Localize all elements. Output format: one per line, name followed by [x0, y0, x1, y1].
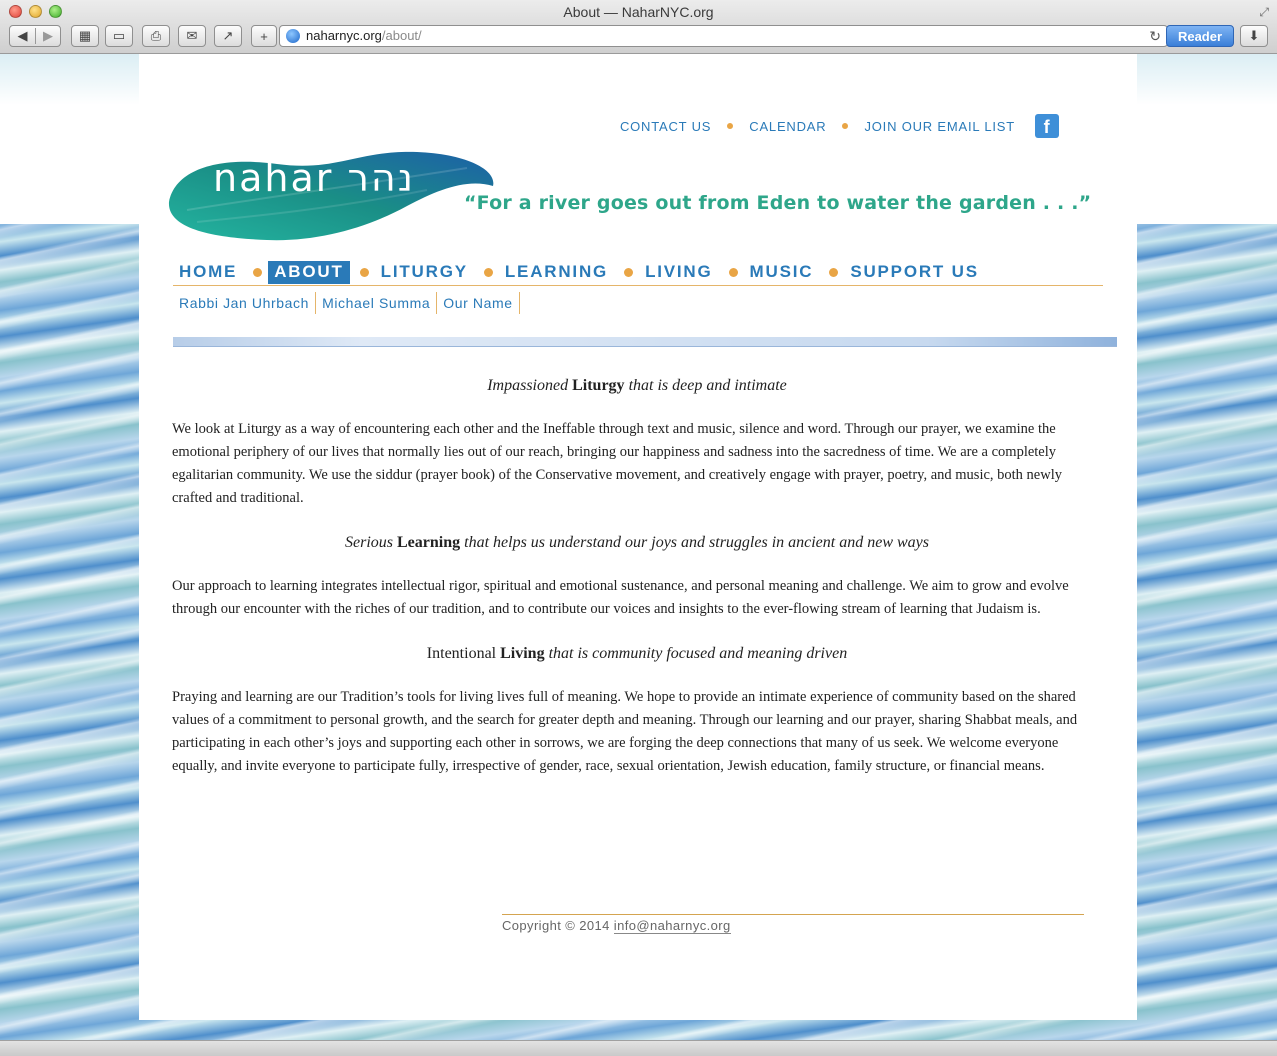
share-button[interactable]	[214, 25, 242, 47]
subnav-rabbi-jan-uhrbach[interactable]: Rabbi Jan Uhrbach	[173, 292, 316, 314]
downloads-button[interactable]	[1240, 25, 1268, 47]
browser-chrome	[0, 0, 1277, 54]
share-icon: ↗	[222, 28, 234, 43]
subnav-our-name[interactable]: Our Name	[437, 292, 519, 314]
top-sites-button[interactable]	[71, 25, 99, 47]
printer-icon: ⎙	[150, 28, 162, 43]
bookmarks-button[interactable]	[105, 25, 133, 47]
divider-bar	[173, 337, 1117, 347]
email-list-link[interactable]: JOIN OUR EMAIL LIST	[864, 118, 1015, 134]
nav-support-us[interactable]: SUPPORT US	[850, 262, 979, 281]
back-forward-buttons	[9, 25, 61, 47]
logo-text: nahar נהר	[213, 156, 415, 200]
envelope-icon: ✉	[186, 28, 198, 43]
reader-button[interactable]: Reader	[1166, 25, 1234, 47]
reload-icon[interactable]: ↻	[1149, 28, 1161, 44]
section-heading-liturgy: Impassioned Liturgy that is deep and intimate	[487, 377, 787, 394]
back-icon[interactable]: ◀	[17, 28, 28, 43]
forward-icon[interactable]: ▶	[35, 28, 60, 44]
address-path: /about/	[381, 28, 422, 43]
window-title: About — NaharNYC.org	[563, 4, 714, 20]
separator-dot	[729, 268, 738, 277]
address-domain: naharnyc.org	[306, 28, 382, 43]
tagline: “For a river goes out from Eden to water the garden . . .”	[464, 192, 1092, 214]
sub-nav	[173, 292, 520, 314]
print-button[interactable]	[142, 25, 170, 47]
page-container	[139, 54, 1137, 1020]
title-bar	[0, 0, 1277, 24]
nav-music[interactable]: MUSIC	[749, 262, 814, 281]
main-content	[172, 374, 1102, 799]
section-heading-living: Intentional Living that is community focused and meaning driven	[426, 645, 848, 662]
main-nav	[173, 260, 1103, 286]
nav-home[interactable]: HOME	[179, 262, 238, 281]
globe-icon	[286, 29, 300, 43]
add-bookmark-button[interactable]	[251, 25, 277, 47]
calendar-link[interactable]: CALENDAR	[749, 118, 827, 134]
paragraph-learning: Our approach to learning integrates intellectual rigor, spiritual and emotional sustenance, and personal meaning and challenge. We aim to grow and evolve through our encounter with the riches of our tradition, and to contribute our voices and insights to the ever-flowing stream of learning that Judaism is.	[172, 578, 1069, 617]
separator-dot	[360, 268, 369, 277]
nav-liturgy[interactable]: LITURGY	[380, 262, 468, 281]
separator-dot	[842, 123, 848, 129]
book-icon: ▭	[112, 28, 126, 43]
section-heading-learning: Serious Learning that helps us understand our joys and struggles in ancient and new ways	[345, 534, 929, 551]
paragraph-living: Praying and learning are our Tradition’s tools for living lives full of meaning. We hope to provide an intimate experience of community based on the shared values of a commitment to personal growth, and the search for greater depth and meaning. Through our learning and our prayer, sharing Shabbat meals, and participating in each other’s joys and supporting each other in sorrows, we are forging the deep connections that many of us seek. We welcome everyone equally, and invite everyone to participate fully, irrespective of gender, race, sexual orientation, Jewish education, family structure, or financial means.	[172, 689, 1078, 774]
paragraph-liturgy: We look at Liturgy as a way of encountering each other and the Ineffable through text and music, silence and word. Through our prayer, we examine the emotional periphery of our lives that normally lies out of our reach, bringing our happiness and sadness into the sacredness of time. We are a completely egalitarian community. We use the siddur (prayer book) of the Conservative movement, and creatively engage with prayer, poetry, and music, both newly crafted and traditional.	[172, 421, 1062, 506]
address-bar[interactable]	[279, 25, 1168, 47]
separator-dot	[484, 268, 493, 277]
copyright-text: Copyright © 2014	[502, 918, 614, 933]
download-icon: ⬇	[1248, 28, 1260, 43]
status-bar	[0, 1040, 1277, 1056]
top-links	[620, 114, 1059, 138]
nav-about[interactable]: ABOUT	[268, 261, 349, 284]
separator-dot	[253, 268, 262, 277]
contact-us-link[interactable]: CONTACT US	[619, 118, 712, 134]
separator-dot	[727, 123, 733, 129]
toolbar	[0, 24, 1277, 50]
grid-icon: ▦	[78, 28, 92, 43]
mail-button[interactable]	[178, 25, 206, 47]
subnav-michael-summa[interactable]: Michael Summa	[316, 292, 437, 314]
footer-email-link[interactable]: info@naharnyc.org	[613, 918, 731, 933]
nav-living[interactable]: LIVING	[645, 262, 713, 281]
plus-icon: +	[260, 28, 268, 44]
footer	[502, 918, 731, 933]
facebook-icon[interactable]: f	[1035, 114, 1059, 138]
footer-divider	[502, 914, 1084, 915]
fullscreen-icon[interactable]: ⤢	[1259, 5, 1269, 19]
nav-learning[interactable]: LEARNING	[504, 262, 609, 281]
separator-dot	[829, 268, 838, 277]
separator-dot	[624, 268, 633, 277]
web-viewport	[0, 54, 1277, 1040]
